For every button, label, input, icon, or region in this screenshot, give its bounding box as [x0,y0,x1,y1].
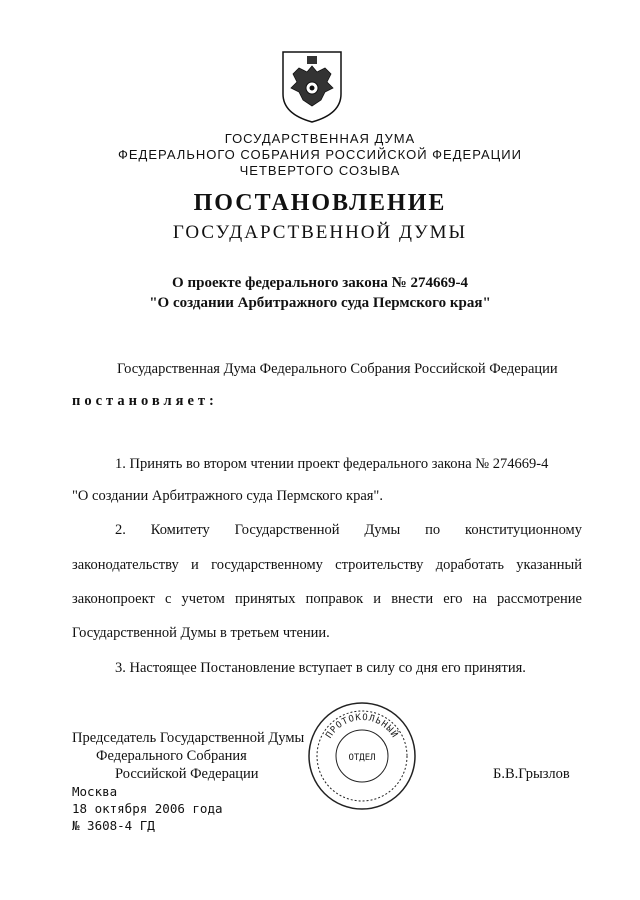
signatory-position-line3: Российской Федерации [115,766,259,782]
item3: 3. Настоящее Постановление вступает в силу со дня его принятия. [115,660,526,676]
footer-number: № 3608-4 ГД [72,818,155,833]
stamp-top-text: ПРОТОКОЛЬНЫЙ [324,712,400,741]
signatory-name: Б.В.Грызлов [493,766,570,782]
item1-line2: "О создании Арбитражного суда Пермского края". [72,488,383,504]
issuer-line-1: ГОСУДАРСТВЕННАЯ ДУМА [224,131,416,146]
stamp-center-text: ОТДЕЛ [348,753,376,763]
signatory-position-line2: Федерального Собрания [96,748,247,764]
footer-city: Москва [72,784,118,799]
item2-line1 [115,522,582,539]
signatory-position-line1: Председатель Государственной Думы [72,730,305,746]
svg-text:ПРОТОКОЛЬНЫЙ [324,713,401,740]
item1-line1: 1. Принять во втором чтении проект федерального закона № 274669-4 [115,456,549,472]
item2-line3: законопроект с учетом принятых поправок и внести его на рассмотрение [72,591,582,607]
item2-word: конституционному [465,522,582,538]
item2-line4: Государственной Думы в третьем чтении. [72,625,330,641]
official-stamp-icon [306,700,418,812]
item2-word: 2. [115,522,126,538]
preamble: Государственная Дума Федерального Собрания Российской Федерации [117,361,558,377]
item2-word: Думы [364,522,401,538]
document-subtitle: ГОСУДАРСТВЕННОЙ ДУМЫ [172,222,468,243]
item2-word: Государственной [234,522,340,538]
document-title: ПОСТАНОВЛЕНИЕ [193,190,447,216]
subject-line-2: "О создании Арбитражного суда Пермского края" [149,295,491,311]
item2-line2: законодательству и государственному строительству доработать указанный [72,557,582,573]
item2-word: Комитету [150,522,210,538]
issuer-line-2: ФЕДЕРАЛЬНОГО СОБРАНИЯ РОССИЙСКОЙ ФЕДЕРАЦИИ [118,147,522,162]
coat-of-arms-emblem-icon [279,48,345,124]
resolves-word: постановляет: [72,393,218,409]
issuer-line-3: ЧЕТВЕРТОГО СОЗЫВА [239,163,401,178]
item2-word: по [425,522,441,538]
footer-date: 18 октября 2006 года [72,801,223,816]
subject-line-1: О проекте федерального закона № 274669-4 [172,275,468,291]
